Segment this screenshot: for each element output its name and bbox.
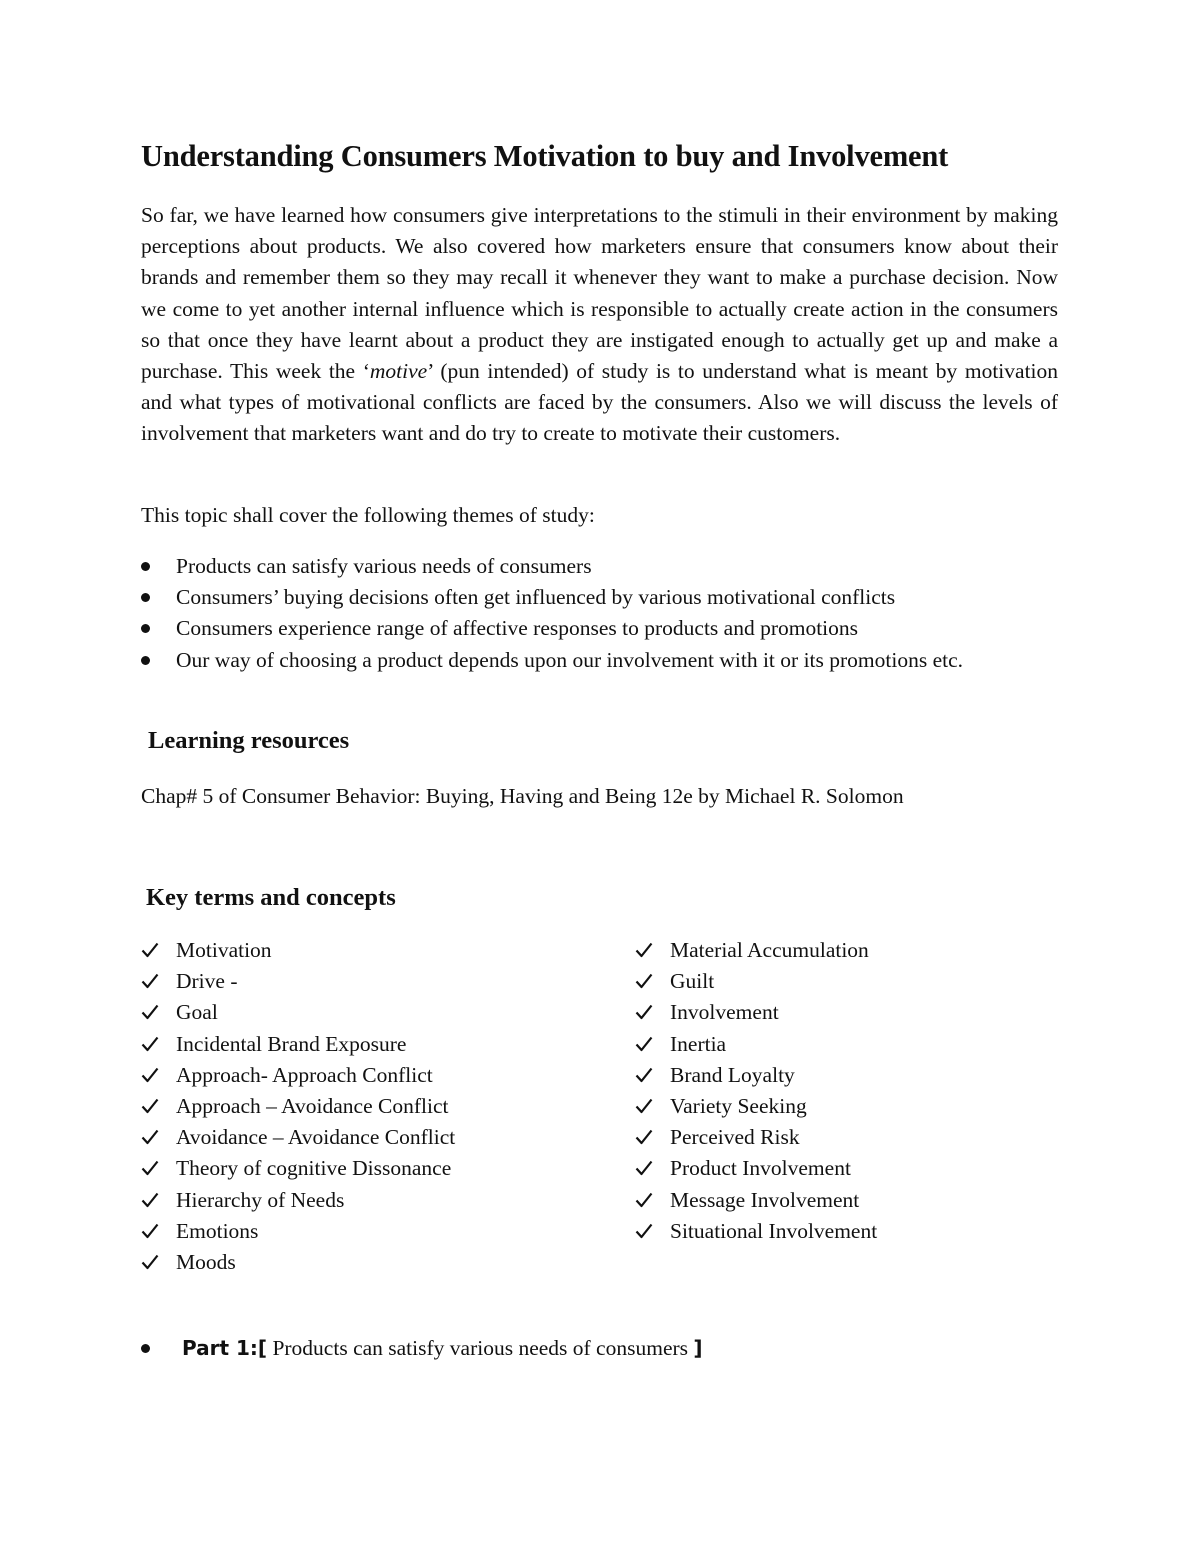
part-1-text: Products can satisfy various needs of consumers [267, 1336, 694, 1360]
checkmark-icon [141, 1036, 159, 1052]
checkmark-icon [635, 1160, 653, 1176]
list-item-text: Consumers’ buying decisions often get influenced by various motivational conflicts [176, 585, 896, 610]
bullet-icon [141, 656, 150, 665]
part-1-close-bracket: ] [693, 1336, 703, 1360]
checkmark-icon [635, 973, 653, 989]
checkmark-icon [635, 1098, 653, 1114]
list-item-text: Material Accumulation [670, 938, 869, 962]
list-item-text: Perceived Risk [670, 1125, 800, 1150]
list-item [635, 1153, 877, 1184]
list-item [141, 1153, 455, 1184]
checkmark-icon [635, 1036, 653, 1052]
list-item-text: Approach – Avoidance Conflict [176, 1094, 449, 1119]
part-1-label: Part 1:[ [182, 1336, 268, 1360]
bullet-icon [141, 562, 150, 571]
bullet-icon [141, 593, 150, 602]
checkmark-icon [635, 1004, 653, 1020]
key-terms-right-list [635, 935, 877, 1247]
list-item-text: Our way of choosing a product depends upon our involvement with it or its promotions etc. [176, 647, 964, 672]
list-item [141, 935, 455, 966]
list-item-text: Inertia [670, 1031, 727, 1056]
learning-resources-heading: Learning resources [148, 727, 350, 754]
list-item-text: Guilt [670, 969, 715, 994]
list-item [635, 935, 877, 966]
checkmark-icon [635, 1192, 653, 1208]
list-item-text: Goal [176, 1000, 218, 1025]
list-item [635, 966, 877, 997]
intro-paragraph [141, 200, 1058, 450]
list-item [141, 645, 963, 676]
checkmark-icon [635, 1129, 653, 1145]
list-item-text: Message Involvement [670, 1187, 860, 1212]
list-item-text: Approach- Approach Conflict [176, 1062, 433, 1087]
list-item [635, 1060, 877, 1091]
list-item-text: Brand Loyalty [670, 1062, 795, 1087]
list-item [635, 1122, 877, 1153]
list-item [141, 966, 455, 997]
list-item-text: Emotions [176, 1218, 259, 1243]
list-item-text: Products can satisfy various needs of consumers [176, 554, 592, 578]
list-item [141, 1060, 455, 1091]
page-title: Understanding Consumers Motivation to buy and Involvement [141, 139, 949, 173]
checkmark-icon [141, 1254, 159, 1270]
list-item-text: Product Involvement [670, 1156, 851, 1181]
key-terms-left-list [141, 935, 455, 1278]
list-item-text: Drive - [176, 969, 238, 994]
checkmark-icon [635, 942, 653, 958]
list-item-text: Variety Seeking [670, 1094, 807, 1119]
checkmark-icon [141, 1223, 159, 1239]
intro-text-before: So far, we have learned how consumers give interpretations to the stimuli in their environment by making perceptions about products. We also covered how marketers ensure that consumers know about their brands and remember them so they may recall it whenever they want to make a purchase decision. Now we come to yet another internal influence which is responsible to actually create action in the consumers so that once they have learnt about a product they are instigated enough to actually get up and make a purchase. This week the ‘ [141, 203, 1058, 384]
list-item [141, 1216, 455, 1247]
checkmark-icon [141, 1192, 159, 1208]
list-item-text: Moods [176, 1250, 236, 1275]
list-item [635, 1029, 877, 1060]
learning-resource-text: Chap# 5 of Consumer Behavior: Buying, Having and Being 12e by Michael R. Solomon [141, 784, 904, 808]
checkmark-icon [635, 1223, 653, 1239]
themes-lead: This topic shall cover the following themes of study: [141, 503, 595, 527]
checkmark-icon [141, 1129, 159, 1145]
list-item-text: Situational Involvement [670, 1218, 878, 1243]
checkmark-icon [141, 1098, 159, 1114]
checkmark-icon [141, 973, 159, 989]
themes-list [141, 551, 963, 676]
key-terms-heading: Key terms and concepts [146, 884, 396, 911]
list-item-text: Theory of cognitive Dissonance [176, 1156, 452, 1181]
list-item [141, 613, 963, 644]
intro-text-after: ’ (pun intended) of study is to understand what is meant by motivation and what types of motivational conflicts are faced by the consumers. Also we will discuss the levels of involvement that marketers want and do try to create to motivate their customers. [141, 359, 1059, 446]
checkmark-icon [635, 1067, 653, 1083]
checkmark-icon [141, 942, 159, 958]
list-item [635, 1091, 877, 1122]
bullet-icon [141, 624, 150, 633]
list-item [141, 582, 963, 613]
list-item [635, 1216, 877, 1247]
list-item [141, 997, 455, 1028]
list-item-text: Hierarchy of Needs [176, 1187, 345, 1212]
list-item [141, 1122, 455, 1153]
part-1-heading [141, 1332, 703, 1364]
list-item-text: Incidental Brand Exposure [176, 1031, 407, 1056]
list-item [141, 551, 963, 582]
list-item [141, 1029, 455, 1060]
list-item [635, 1185, 877, 1216]
bullet-icon [141, 1344, 150, 1353]
list-item [141, 1185, 455, 1216]
checkmark-icon [141, 1067, 159, 1083]
list-item [635, 997, 877, 1028]
checkmark-icon [141, 1160, 159, 1176]
list-item-text: Consumers experience range of affective responses to products and promotions [176, 616, 859, 641]
list-item-text: Avoidance – Avoidance Conflict [176, 1125, 456, 1150]
list-item-text: Involvement [670, 1000, 779, 1025]
list-item [141, 1247, 455, 1278]
intro-motive-word: motive [369, 359, 428, 384]
checkmark-icon [141, 1004, 159, 1020]
list-item-text: Motivation [176, 938, 272, 962]
list-item [141, 1091, 455, 1122]
